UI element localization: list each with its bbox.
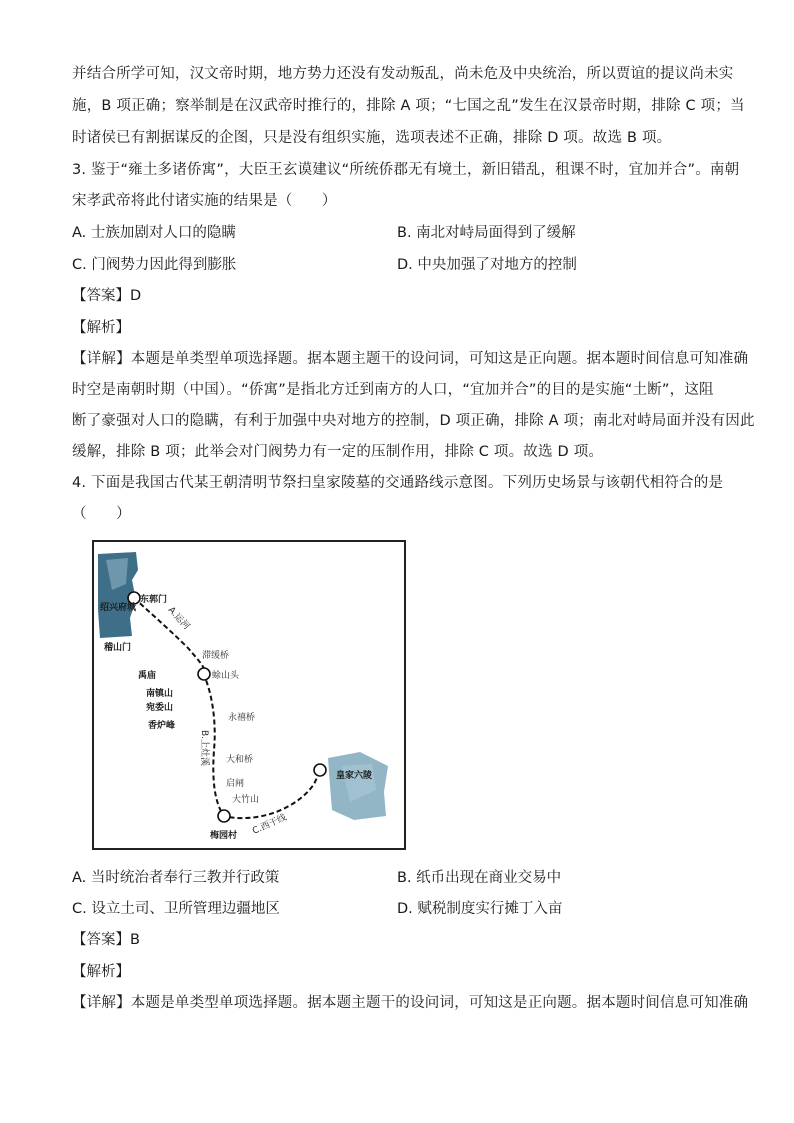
- map-label-fucheng: 绍兴府城: [100, 603, 137, 613]
- map-label-xianglufeng: 香炉峰: [148, 721, 176, 731]
- map-label-route-a: A.运河: [165, 605, 192, 632]
- q3-analysis-label: 【解析】: [72, 320, 130, 336]
- map-label-yumiao: 禹庙: [138, 671, 157, 681]
- q4-stem-line-2: （ ）: [72, 506, 131, 522]
- map-label-nanzhenshan: 南镇山: [146, 689, 174, 699]
- q3-stem-line-2: 宋孝武帝将此付诸实施的结果是（ ）: [72, 193, 337, 209]
- intro-line-1: 并结合所学可知，汉文帝时期，地方势力还没有发动叛乱，尚未危及中央统治，所以贾谊的提议尚未实: [72, 66, 734, 82]
- map-label-route-b: B.上灶溪: [199, 730, 209, 767]
- q3-detail-line-2: 时空是南朝时期（中国）。“侨寓”是指北方迁到南方的人口，“宜加并合”的目的是实施“土断”，这阻: [72, 382, 714, 398]
- intro-line-3: 时诸侯已有割据谋反的企图，只是没有组织实施，选项表述不正确，排除 D 项。故选 B 项。: [72, 130, 672, 146]
- map-label-taoyuanqiao: 大和桥: [226, 755, 254, 765]
- q4-option-a: A. 当时统治者奉行三教并行政策: [72, 870, 280, 886]
- q3-option-d: D. 中央加强了对地方的控制: [397, 257, 577, 273]
- station-kuaishantou: [198, 668, 210, 680]
- route-map: [92, 540, 406, 850]
- map-label-zhijiqiao: 滞缓桥: [202, 651, 230, 661]
- q4-detail-line-1: 【详解】本题是单类型单项选择题。据本题主题干的设问词，可知这是正向题。据本题时间信息可知准确: [72, 995, 749, 1011]
- q3-detail-line-4: 缓解，排除 B 项；此举会对门阀势力有一定的压制作用，排除 C 项。故选 D 项。: [72, 444, 604, 460]
- q4-stem-line-1: 4. 下面是我国古代某王朝清明节祭扫皇家陵墓的交通路线示意图。下列历史场景与该朝代相符合的是: [72, 475, 724, 491]
- q3-option-b: B. 南北对峙局面得到了缓解: [397, 225, 576, 241]
- map-label-kuaishantou: 蜍山头: [212, 671, 240, 681]
- q4-option-b: B. 纸币出现在商业交易中: [397, 870, 562, 886]
- intro-line-2: 施，B 项正确；察举制是在汉武帝时推行的，排除 A 项；“七国之乱”发生在汉景帝时期，排除 C 项；当: [72, 98, 745, 114]
- q4-option-c: C. 设立土司、卫所管理边疆地区: [72, 901, 280, 917]
- q3-option-c: C. 门阀势力因此得到膨胀: [72, 257, 237, 273]
- q3-answer: 【答案】D: [72, 288, 142, 304]
- map-label-dongguomen: 东郭门: [140, 595, 168, 605]
- map-label-wanweishan: 宛委山: [146, 703, 174, 713]
- q3-detail-line-3: 断了豪强对人口的隐瞒，有利于加强中央对地方的控制，D 项正确，排除 A 项；南北对峙局面并没有因此: [72, 413, 755, 429]
- q4-answer: 【答案】B: [72, 932, 140, 948]
- station-meiyuancun: [218, 810, 230, 822]
- map-label-qichu: 启闸: [226, 779, 245, 789]
- map-label-meiyuancun: 梅园村: [210, 831, 238, 841]
- q4-option-d: D. 赋税制度实行摊丁入亩: [397, 901, 563, 917]
- q4-analysis-label: 【解析】: [72, 964, 130, 980]
- map-label-route-c: C.西干线: [251, 812, 289, 837]
- q3-option-a: A. 士族加剧对人口的隐瞒: [72, 225, 236, 241]
- map-label-huangjialiuling: 皇家六陵: [336, 771, 373, 781]
- map-label-yongxiqiao: 永禧桥: [228, 713, 256, 723]
- q3-detail-line-1: 【详解】本题是单类型单项选择题。据本题主题干的设问词，可知这是正向题。据本题时间信息可知准确: [72, 351, 749, 367]
- map-label-jishanmen: 稽山门: [104, 643, 132, 653]
- station-huangjialiuling: [314, 764, 326, 776]
- q3-stem-line-1: 3. 鉴于“雍土多诸侨寓”，大臣王玄谟建议“所统侨郡无有境土，新旧错乱，租课不时，宜加并合”。南朝: [72, 162, 740, 178]
- map-label-dashanxi: 大竹山: [232, 795, 260, 805]
